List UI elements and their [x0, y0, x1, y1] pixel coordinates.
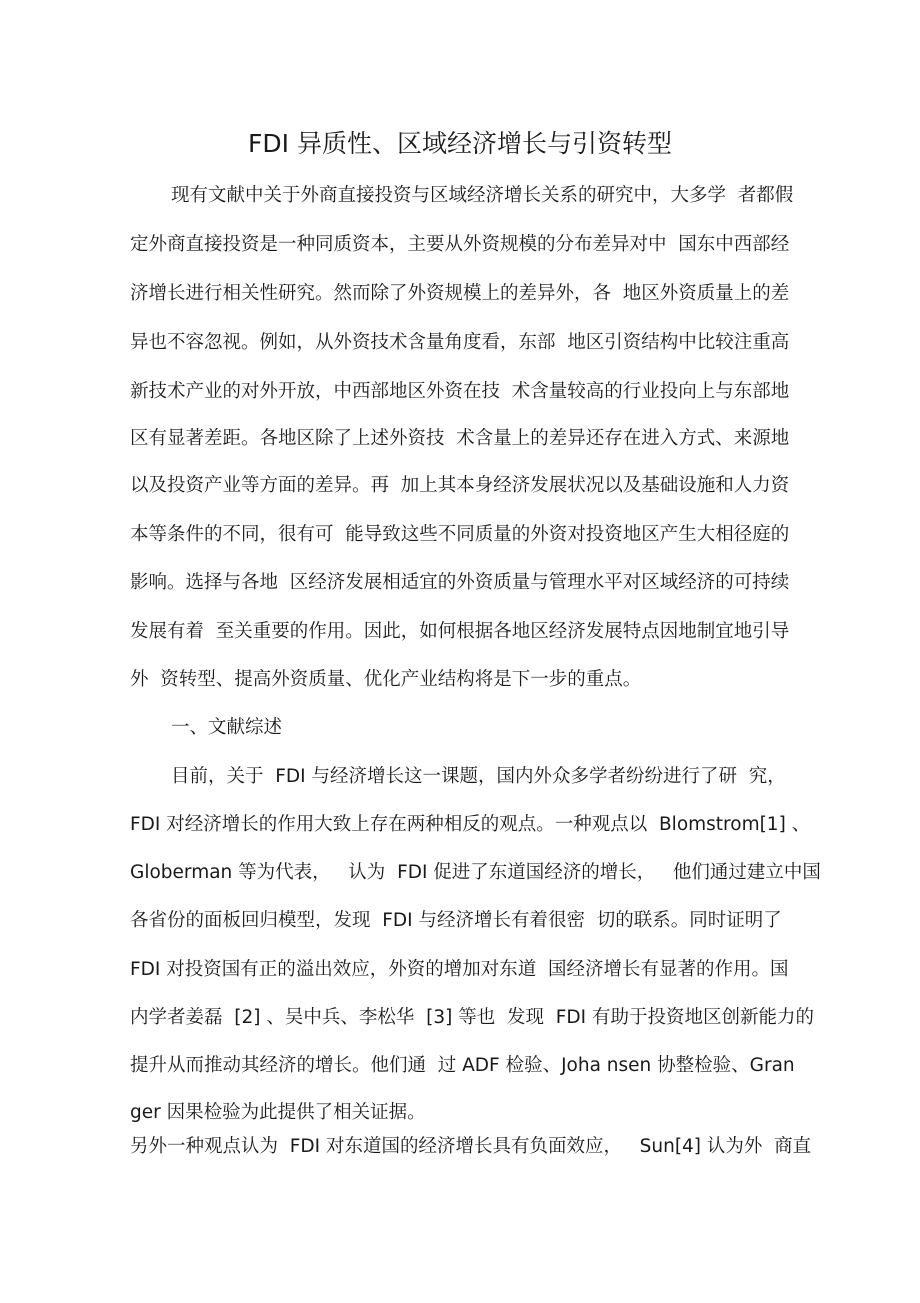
paragraph-1-line: 济增长进行相关性研究。然而除了外资规模上的差异外，各 地区外资质量上的差: [130, 283, 790, 304]
section-heading: 一、文献综述: [171, 717, 283, 738]
paragraph-1-line: 定外商直接投资是一种同质资本，主要从外资规模的分布差异对中 国东中西部经: [130, 234, 790, 255]
paragraph-2-line: 内学者姜磊 [2] 、吴中兵、李松华 [3] 等也 发现 FDI 有助于投资地区创新能力的: [130, 1007, 814, 1028]
paragraph-2-line: 各省份的面板回归模型，发现 FDI 与经济增长有着很密 切的联系。同时证明了: [130, 910, 782, 931]
paragraph-2-line: 目前，关于 FDI 与经济增长这一课题，国内外众多学者纷纷进行了研 究，: [171, 766, 786, 787]
paragraph-3-line: 另外一种观点认为 FDI 对东道国的经济增长具有负面效应， Sun[4] 认为外 商直: [130, 1136, 812, 1157]
paragraph-2-line: FDI 对经济增长的作用大致上存在两种相反的观点。一种观点以 Blomstrom[1] 、: [130, 814, 811, 835]
paragraph-1-line: 外 资转型、提高外资质量、优化产业结构将是下一步的重点。: [130, 669, 642, 690]
paragraph-2-line: ger 因果检验为此提供了相关证据。: [130, 1102, 426, 1123]
paragraph-1-line: 发展有着 至关重要的作用。因此，如何根据各地区经济发展特点因地制宜地引导: [130, 621, 790, 642]
paragraph-2-line: FDI 对投资国有正的溢出效应，外资的增加对东道 国经济增长有显著的作用。国: [130, 959, 789, 980]
paragraph-1-line: 异也不容忽视。例如，从外资技术含量角度看，东部 地区引资结构中比较注重高: [130, 332, 790, 353]
paragraph-1-line: 本等条件的不同，很有可 能导致这些不同质量的外资对投资地区产生大相径庭的: [130, 524, 790, 545]
paragraph-2-line: Globerman 等为代表， 认为 FDI 促进了东道国经济的增长， 他们通过建立中国: [130, 862, 821, 883]
paragraph-1-line: 区有显著差距。各地区除了上述外资技 术含量上的差异还存在进入方式、来源地: [130, 428, 790, 449]
paragraph-1-line: 现有文献中关于外商直接投资与区域经济增长关系的研究中，大多学 者都假: [171, 185, 794, 206]
paragraph-2-line: 提升从而推动其经济的增长。他们通 过 ADF 检验、Joha nsen 协整检验、Gran: [130, 1055, 795, 1076]
paragraph-1-line: 影响。选择与各地 区经济发展相适宜的外资质量与管理水平对区域经济的可持续: [130, 572, 790, 593]
paragraph-1-line: 新技术产业的对外开放，中西部地区外资在技 术含量较高的行业投向上与东部地: [130, 381, 790, 402]
document-title: FDI 异质性、区域经济增长与引资转型: [248, 129, 672, 158]
paragraph-1-line: 以及投资产业等方面的差异。再 加上其本身经济发展状况以及基础设施和人力资: [130, 475, 790, 496]
